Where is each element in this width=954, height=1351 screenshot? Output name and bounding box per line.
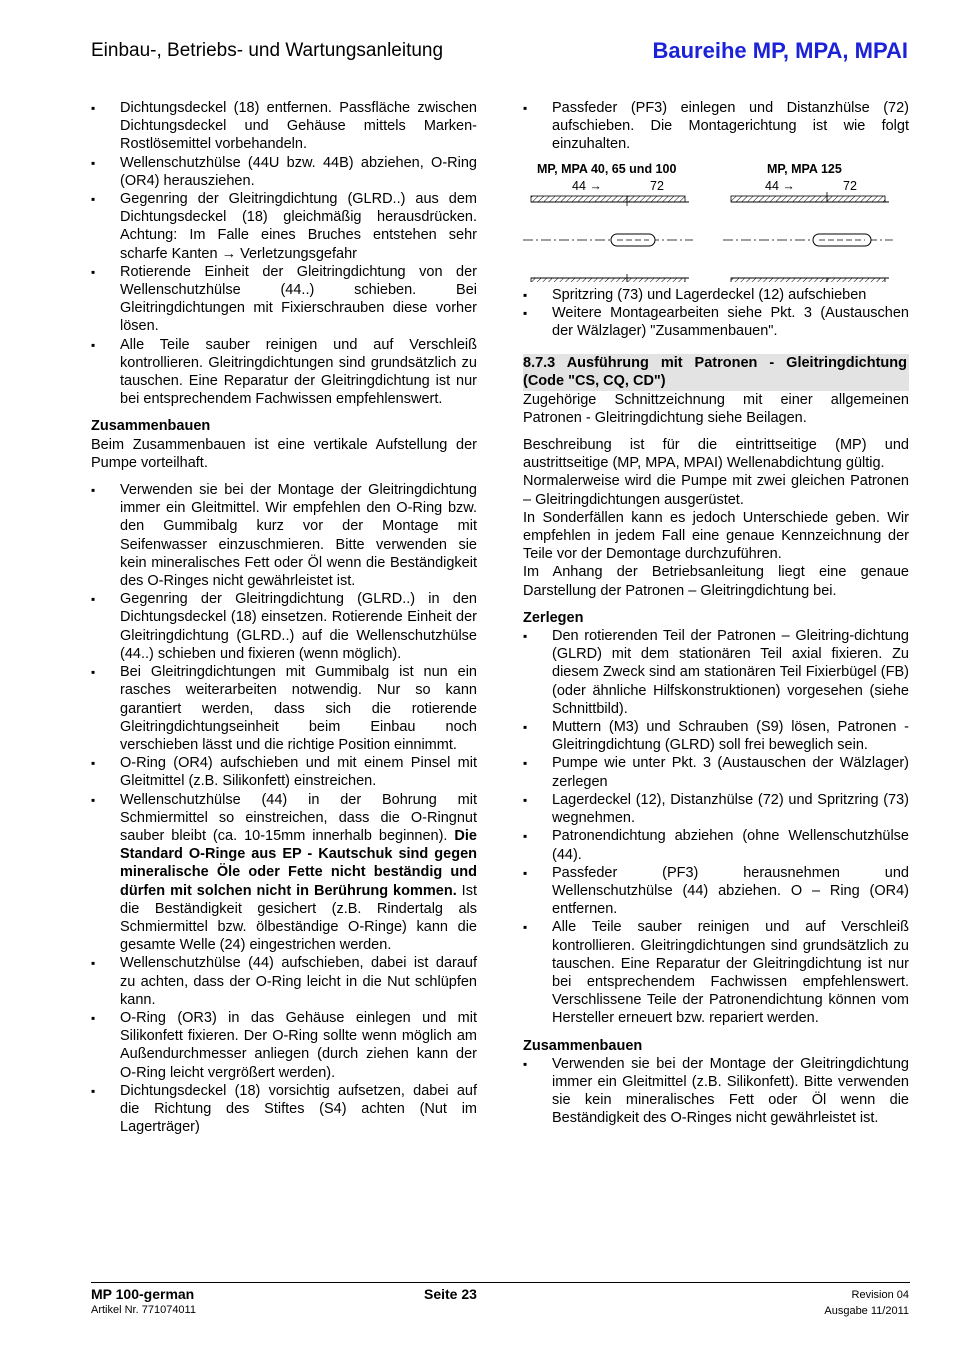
list-item: ▪ Lagerdeckel (12), Distanzhülse (72) und Spritzring (73) wegnehmen. bbox=[523, 791, 909, 827]
label-44-right: 44 → bbox=[765, 178, 795, 193]
list-item: ▪ Dichtungsdeckel (18) entfernen. Passfläche zwischen Dichtungsdeckel und Gehäuse mittels Marken-Rostlösemittel vorbehandeln. bbox=[91, 99, 477, 154]
list-item: ▪ Verwenden sie bei der Montage der Gleitringdichtung immer ein Gleitmittel. Wir empfehlen den O-Ring bzw. den Gummibalg kurz vor der Montage mit Seifenwasser einzuschmieren. Bitte verwenden sie kein mineralisches Fett oder Öl wenn die Beständigkeit des O-Ringes nicht gewährleistet ist. bbox=[91, 481, 477, 590]
list-item: ▪ Bei Gleitringdichtungen mit Gummibalg ist nun ein rasches weiterarbeiten notwendig. Nur so kann garantiert werden, dass sich die rotierende Gleitringdichtungseinheit beim Einbau noch verschieben lässt und die richtige Position einnimmt. bbox=[91, 663, 477, 754]
list-item: ▪ Wellenschutzhülse (44U bzw. 44B) abziehen, O-Ring (OR4) herausziehen. bbox=[91, 154, 477, 190]
page-number: Seite 23 bbox=[424, 1286, 477, 1302]
footer-divider bbox=[91, 1282, 910, 1283]
header-title: Einbau-, Betriebs- und Wartungsanleitung bbox=[91, 40, 444, 61]
figure-caption-left: MP, MPA 40, 65 und 100 bbox=[537, 161, 677, 176]
list-item: ▪ Pumpe wie unter Pkt. 3 (Austauschen der Wälzlager) zerlegen bbox=[523, 754, 909, 790]
list-item: ▪ Patronendichtung abziehen (ohne Wellenschutzhülse (44). bbox=[523, 827, 909, 863]
shaft-sleeve-drawing bbox=[523, 160, 909, 282]
list-item: ▪ Den rotierenden Teil der Patronen – Gleitring-dichtung (GLRD) mit dem stationären Teil axial fixieren. Zu diesem Zweck sind am stationären Teil Fixierbügel (FB) (oder ähnliche Hilfskonstruktionen) vorgesehen (siehe Schnittbild). bbox=[523, 627, 909, 718]
list-item: ▪ Spritzring (73) und Lagerdeckel (12) aufschieben bbox=[523, 286, 909, 304]
warning-text: Die Standard O-Ringe aus EP - Kautschuk sind gegen mineralische Öle oder Fette nicht beständig und dürfen mit solchen nicht in Berührung kommen. bbox=[120, 827, 477, 899]
disassembly-list bbox=[91, 99, 477, 408]
section-heading-zusammenbauen-right: Zusammenbauen bbox=[523, 1037, 643, 1054]
paragraph: Beim Zusammenbauen ist eine vertikale Aufstellung der Pumpe vorteilhaft. bbox=[91, 436, 477, 471]
list-item-text: Wellenschutzhülse (44) in der Bohrung mit Schmiermittel so einstreichen, dass die O-Ringnut sauber bleibt (ca. 10-15mm innerhalb beginnen). bbox=[120, 791, 477, 844]
article-number: Artikel Nr. 771074011 bbox=[91, 1304, 196, 1316]
paragraph: In Sonderfällen kann es jedoch Unterschiede geben. Wir empfehlen in jedem Fall eine genaue Kennzeichnung der Teile vor der Demontage durchzuführen. bbox=[523, 509, 909, 563]
paragraph: Im Anhang der Betriebsanleitung liegt eine genaue Darstellung der Patronen – Gleitringdichtung bei. bbox=[523, 564, 909, 599]
after-figure-list bbox=[523, 286, 909, 341]
list-item: ▪ O-Ring (OR3) in das Gehäuse einlegen und mit Silikonfett fixieren. Der O-Ring sollte wenn möglich am Außendurchmesser anliegen (durch ziehen kann der O-Ring leicht vergrößert werden). bbox=[91, 1009, 477, 1082]
list-item: ▪ Passfeder (PF3) herausnehmen und Wellenschutzhülse (44) abziehen. O – Ring (OR4) entfernen. bbox=[523, 864, 909, 919]
label-72-left: 72 bbox=[650, 178, 664, 193]
section-heading-zerlegen: Zerlegen bbox=[523, 609, 584, 626]
section-heading-zusammenbauen: Zusammenbauen bbox=[91, 418, 211, 435]
zusammenbauen-list bbox=[523, 1055, 909, 1128]
series-title: Baureihe MP, MPA, MPAI bbox=[652, 38, 908, 63]
list-item: ▪ Alle Teile sauber reinigen und auf Verschleiß kontrollieren. Gleitringdichtungen sind grundsätzlich zu tauschen. Eine Reparatur der Gleitringdichtung ist nur bei entsprechendem Fachwissen empfehlenswert. bbox=[91, 336, 477, 409]
list-item: ▪ Gegenring der Gleitringdichtung (GLRD..) aus dem Dichtungsdeckel (18) gleichmäßig herausdrücken. Achtung: Im Falle eines Bruches entstehen sehr scharfe Kanten → Verletzungsgefahr bbox=[91, 190, 477, 263]
assembly-list-continued bbox=[523, 99, 909, 154]
list-item-text: Ist die Beständigkeit gesichert (z.B. Rindertalg als Schmiermittel bzw. ölbeständige O-Ringe) kann die gesamte Welle (24) eingestrichen werden. bbox=[120, 882, 477, 954]
paragraph: Beschreibung ist für die eintrittseitige (MP) und austrittseitige (MP, MPA, MPAI) Wellenabdichtung gültig. bbox=[523, 437, 909, 472]
drawing-right bbox=[723, 192, 893, 282]
revision: Revision 04 bbox=[851, 1289, 909, 1301]
assembly-list bbox=[91, 481, 477, 1136]
list-item: ▪ Passfeder (PF3) einlegen und Distanzhülse (72) aufschieben. Die Montagerichtung ist wie folgt einzuhalten. bbox=[523, 99, 909, 154]
label-72-right: 72 bbox=[843, 178, 857, 193]
list-item: ▪ Dichtungsdeckel (18) vorsichtig aufsetzen, dabei auf die Richtung des Stiftes (S4) achten (Nut im Lagerträger) bbox=[91, 1082, 477, 1137]
right-column bbox=[523, 99, 909, 1128]
list-item: ▪ Wellenschutzhülse (44) aufschieben, dabei ist darauf zu achten, dass der O-Ring leicht in die Nut schlüpfen kann. bbox=[91, 954, 477, 1009]
list-item: ▪ Verwenden sie bei der Montage der Gleitringdichtung immer ein Gleitmittel (z.B. Silikonfett). Bitte verwenden sie kein mineralisches Fett oder Öl wenn die Beständigkeit des O-Ringes nicht gewährleistet ist. bbox=[523, 1055, 909, 1128]
drawing-left bbox=[523, 196, 693, 282]
list-item: ▪ Weitere Montagearbeiten siehe Pkt. 3 (Austauschen der Wälzlager) "Zusammenbauen". bbox=[523, 304, 909, 340]
mounting-direction-figure bbox=[523, 160, 909, 282]
zerlegen-list bbox=[523, 627, 909, 1027]
label-44-left: 44 → bbox=[572, 178, 602, 193]
list-item: ▪ Gegenring der Gleitringdichtung (GLRD..) in den Dichtungsdeckel (18) einsetzen. Rotierende Einheit der Gleitringdichtung (GLRD..) auf die Wellenschutzhülse (44..) schieben und fixieren (wenn möglich). bbox=[91, 590, 477, 663]
figure-caption-right: MP, MPA 125 bbox=[767, 161, 842, 176]
issue-date: Ausgabe 11/2011 bbox=[824, 1305, 909, 1317]
left-column bbox=[91, 99, 477, 1136]
document-code: MP 100-german bbox=[91, 1286, 195, 1302]
section-title-8-7-3: 8.7.3 Ausführung mit Patronen - Gleitringdichtung (Code "CS, CQ, CD") bbox=[523, 355, 907, 390]
list-item bbox=[91, 791, 477, 955]
paragraph: Normalerweise wird die Pumpe mit zwei gleichen Patronen – Gleitringdichtungen ausgerüstet. bbox=[523, 473, 909, 508]
list-item: ▪ Rotierende Einheit der Gleitringdichtung von der Wellenschutzhülse (44..) schieben. Bei Gleitringdichtungen mit Fixierschrauben diese vorher lösen. bbox=[91, 263, 477, 336]
list-item: ▪ Muttern (M3) und Schrauben (S9) lösen, Patronen - Gleitringdichtung (GLRD) soll frei beweglich sein. bbox=[523, 718, 909, 754]
list-item: ▪ O-Ring (OR4) aufschieben und mit einem Pinsel mit Gleitmittel (z.B. Silikonfett) einstreichen. bbox=[91, 754, 477, 790]
list-item: ▪ Alle Teile sauber reinigen und auf Verschleiß kontrollieren. Gleitringdichtungen sind grundsätzlich zu tauschen. Eine Reparatur der Gleitringdichtung ist nur bei entsprechendem Fachwissen empfehlenswert. Verschlissene Teile der Patronendichtung können vom Hersteller erneuert bzw. repariert werden. bbox=[523, 918, 909, 1027]
paragraph: Zugehörige Schnittzeichnung mit einer allgemeinen Patronen - Gleitringdichtung siehe Beilagen. bbox=[523, 391, 909, 426]
